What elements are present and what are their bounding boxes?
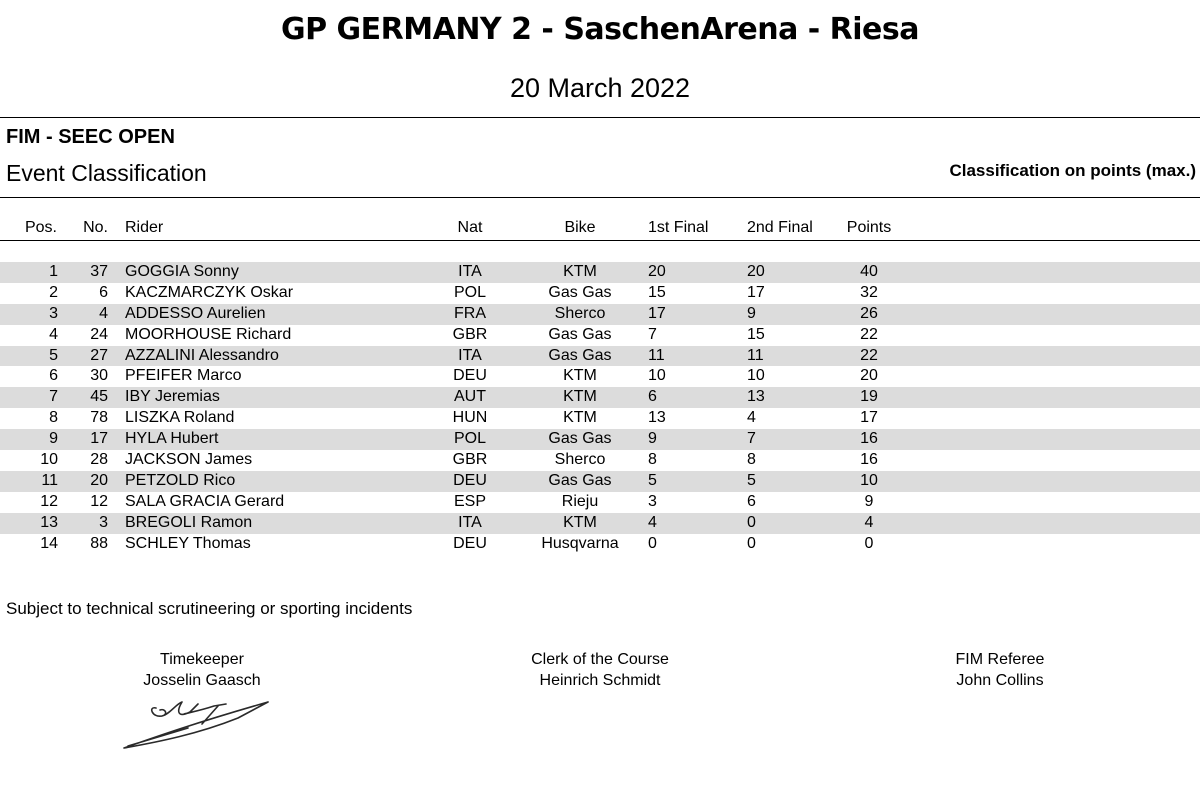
cell-bike: KTM	[563, 388, 597, 406]
cell-points: 0	[864, 534, 874, 552]
cell-final2: 6	[747, 492, 756, 510]
cell-rider: HYLA Hubert	[125, 430, 219, 448]
classification-title: Event Classification	[6, 160, 207, 186]
cell-nat: GBR	[452, 325, 488, 343]
cell-pos: 11	[41, 471, 58, 489]
cell-final2: 17	[747, 283, 765, 301]
cell-nat: ITA	[458, 513, 482, 531]
cell-final2: 13	[747, 388, 765, 406]
column-header-final2: 2nd Final	[747, 219, 813, 236]
cell-no: 4	[99, 304, 108, 322]
table-header	[0, 219, 1200, 241]
cell-points: 16	[860, 430, 878, 448]
cell-nat: ITA	[458, 263, 482, 280]
cell-final1: 13	[648, 409, 666, 427]
cell-final1: 10	[648, 367, 666, 385]
cell-bike: KTM	[563, 513, 597, 531]
table-row	[0, 534, 1200, 555]
cell-nat: FRA	[454, 304, 486, 322]
cell-points: 4	[864, 513, 874, 531]
cell-bike: Gas Gas	[548, 471, 612, 489]
column-header-bike: Bike	[564, 219, 596, 236]
cell-pos: 6	[49, 367, 58, 385]
timekeeper-signature	[118, 696, 278, 756]
cell-bike: KTM	[563, 263, 597, 280]
column-header-pos: Pos.	[24, 219, 57, 236]
cell-bike: Sherco	[554, 451, 606, 469]
official-role: FIM Referee	[955, 651, 1045, 668]
cell-no: 45	[90, 388, 108, 406]
cell-final2: 0	[747, 534, 756, 552]
cell-rider: SALA GRACIA Gerard	[125, 492, 285, 510]
cell-points: 32	[860, 283, 878, 301]
cell-final1: 5	[648, 471, 657, 489]
official-timekeeper	[102, 649, 302, 691]
cell-final2: 8	[747, 451, 756, 469]
official-role: Timekeeper	[160, 651, 244, 668]
cell-pos: 8	[49, 409, 58, 427]
table-row	[0, 513, 1200, 534]
top-divider	[0, 117, 1200, 118]
cell-final1: 4	[648, 513, 657, 531]
table-header-divider	[0, 240, 1200, 241]
cell-rider: GOGGIA Sonny	[125, 263, 239, 280]
cell-rider: MOORHOUSE Richard	[125, 325, 292, 343]
cell-final2: 5	[747, 471, 756, 489]
table-row	[0, 304, 1200, 325]
cell-no: 78	[90, 409, 108, 427]
cell-points: 22	[860, 325, 878, 343]
table-row	[0, 283, 1200, 304]
cell-final1: 6	[648, 388, 657, 406]
table-row	[0, 492, 1200, 513]
cell-final1: 3	[648, 492, 657, 510]
cell-nat: DEU	[453, 534, 487, 552]
cell-final2: 11	[747, 346, 764, 364]
cell-points: 10	[860, 471, 878, 489]
cell-final1: 9	[648, 430, 657, 448]
cell-nat: AUT	[454, 388, 486, 406]
column-header-no: No.	[83, 219, 108, 236]
cell-bike: Gas Gas	[548, 346, 612, 364]
cell-rider: KACZMARCZYK Oskar	[125, 283, 294, 301]
cell-final2: 7	[747, 430, 756, 448]
cell-no: 28	[90, 451, 108, 469]
table-row	[0, 366, 1200, 387]
column-header-rider: Rider	[125, 219, 164, 236]
cell-final2: 20	[747, 263, 765, 280]
cell-bike: Gas Gas	[548, 283, 612, 301]
cell-final1: 7	[648, 325, 657, 343]
cell-nat: POL	[453, 283, 486, 301]
cell-bike: Husqvarna	[541, 534, 619, 552]
cell-final2: 10	[747, 367, 765, 385]
cell-final1: 20	[648, 263, 666, 280]
cell-pos: 13	[40, 513, 58, 531]
cell-pos: 2	[49, 283, 58, 301]
page-title: GP GERMANY 2 - SaschenArena - Riesa	[280, 12, 920, 47]
cell-pos: 5	[49, 346, 58, 364]
classification-note: Classification on points (max.)	[949, 161, 1196, 180]
results-table	[0, 262, 1200, 554]
cell-final2: 15	[747, 325, 765, 343]
cell-points: 40	[860, 263, 878, 280]
cell-pos: 4	[49, 325, 58, 343]
cell-nat: ESP	[453, 492, 486, 510]
cell-no: 3	[99, 513, 108, 531]
cell-no: 24	[90, 325, 108, 343]
cell-bike: KTM	[563, 409, 597, 427]
cell-no: 20	[90, 471, 108, 489]
cell-rider: AZZALINI Alessandro	[125, 346, 279, 364]
cell-final2: 4	[747, 409, 756, 427]
cell-rider: ADDESSO Aurelien	[125, 304, 266, 322]
table-row	[0, 387, 1200, 408]
cell-points: 26	[860, 304, 878, 322]
disclaimer: Subject to technical scrutineering or sporting incidents	[6, 599, 413, 618]
cell-no: 27	[90, 346, 108, 364]
official-name: Josselin Gaasch	[143, 672, 261, 689]
cell-nat: ITA	[458, 346, 482, 364]
cell-points: 22	[860, 346, 878, 364]
cell-final1: 0	[648, 534, 657, 552]
table-row	[0, 346, 1200, 367]
column-header-points: Points	[846, 219, 892, 236]
cell-points: 20	[860, 367, 878, 385]
cell-bike: Gas Gas	[548, 325, 612, 343]
cell-bike: Rieju	[561, 492, 599, 510]
header-divider	[0, 197, 1200, 198]
series-name: FIM - SEEC OPEN	[6, 126, 175, 148]
official-role: Clerk of the Course	[531, 651, 669, 668]
cell-nat: DEU	[453, 367, 487, 385]
cell-pos: 9	[49, 430, 58, 448]
cell-final1: 8	[648, 451, 657, 469]
cell-final1: 17	[648, 304, 666, 322]
cell-no: 30	[90, 367, 108, 385]
cell-no: 12	[90, 492, 108, 510]
cell-nat: GBR	[452, 451, 488, 469]
cell-pos: 3	[49, 304, 58, 322]
cell-points: 17	[860, 409, 878, 427]
cell-pos: 1	[49, 263, 58, 280]
table-row	[0, 325, 1200, 346]
table-row	[0, 471, 1200, 492]
cell-final2: 0	[747, 513, 756, 531]
cell-pos: 12	[40, 492, 58, 510]
official-name: John Collins	[956, 672, 1044, 689]
cell-final1: 11	[648, 346, 665, 364]
cell-points: 9	[864, 492, 874, 510]
cell-pos: 7	[49, 388, 58, 406]
table-row	[0, 429, 1200, 450]
table-row	[0, 262, 1200, 283]
cell-no: 88	[90, 534, 108, 552]
cell-no: 17	[90, 430, 108, 448]
cell-rider: JACKSON James	[125, 451, 253, 469]
cell-rider: BREGOLI Ramon	[125, 513, 253, 531]
cell-no: 37	[90, 263, 108, 280]
cell-bike: Sherco	[554, 304, 606, 322]
official-clerk	[480, 649, 720, 691]
cell-rider: SCHLEY Thomas	[125, 534, 251, 552]
event-date: 20 March 2022	[509, 73, 691, 103]
cell-pos: 10	[40, 451, 58, 469]
cell-pos: 14	[40, 534, 58, 552]
cell-rider: LISZKA Roland	[125, 409, 235, 427]
cell-final1: 15	[648, 283, 666, 301]
cell-rider: IBY Jeremias	[125, 388, 220, 406]
column-header-nat: Nat	[457, 219, 483, 236]
column-header-final1: 1st Final	[648, 219, 709, 236]
cell-points: 19	[860, 388, 878, 406]
table-row	[0, 450, 1200, 471]
cell-no: 6	[99, 283, 108, 301]
cell-rider: PFEIFER Marco	[125, 367, 242, 385]
cell-rider: PETZOLD Rico	[125, 471, 236, 489]
cell-bike: Gas Gas	[548, 430, 612, 448]
official-name: Heinrich Schmidt	[539, 672, 661, 689]
cell-nat: DEU	[453, 471, 487, 489]
cell-bike: KTM	[563, 367, 597, 385]
cell-nat: POL	[453, 430, 486, 448]
cell-final2: 9	[747, 304, 756, 322]
official-referee	[910, 649, 1090, 691]
cell-nat: HUN	[452, 409, 488, 427]
cell-points: 16	[860, 451, 878, 469]
table-row	[0, 408, 1200, 429]
